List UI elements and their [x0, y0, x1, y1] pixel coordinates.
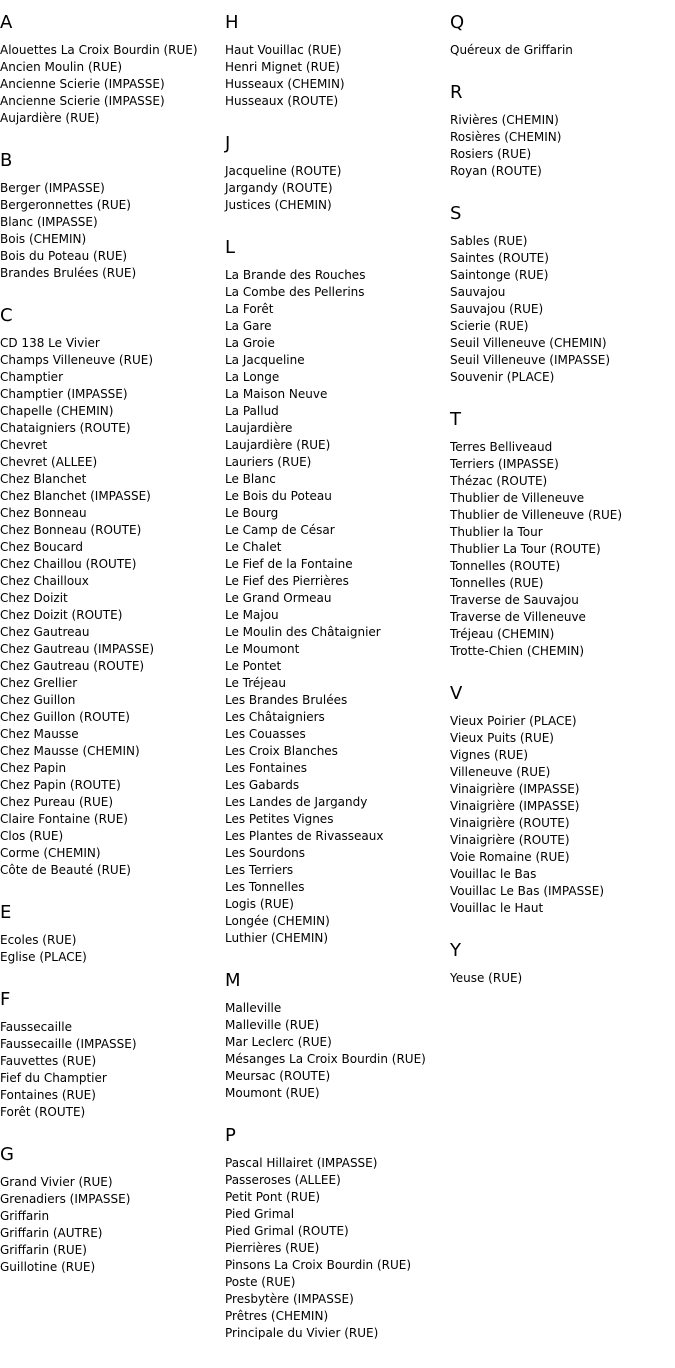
street-name: Les Petites Vignes — [225, 812, 334, 826]
street-name: Eglise (PLACE) — [0, 950, 87, 964]
section-letter-heading: R — [450, 82, 463, 103]
section-letter-heading: F — [0, 989, 11, 1010]
letter-section — [450, 203, 672, 386]
street-name: Luthier (CHEMIN) — [225, 931, 329, 945]
street-name: Sauvajou (RUE) — [450, 302, 544, 316]
street-name: Corme (CHEMIN) — [0, 846, 101, 860]
street-name: CD 138 Le Vivier — [0, 336, 100, 350]
street-name: Terres Belliveaud — [450, 440, 553, 454]
street-name: Ancienne Scierie (IMPASSE) — [0, 77, 165, 91]
section-letter-heading: V — [450, 683, 463, 704]
section-letter-heading: S — [450, 203, 462, 224]
street-name: Le Bourg — [225, 506, 279, 520]
street-name: Malleville (RUE) — [225, 1018, 320, 1032]
section-letter-heading: Y — [450, 940, 461, 961]
street-list — [0, 1019, 222, 1121]
section-letter-heading: A — [0, 12, 13, 33]
street-name: Thublier de Villeneuve — [450, 491, 585, 505]
letter-section — [0, 305, 222, 879]
street-name: Chez Papin (ROUTE) — [0, 778, 121, 792]
street-name: Chez Mausse — [0, 727, 79, 741]
street-name: Côte de Beauté (RUE) — [0, 863, 131, 877]
street-name: Les Landes de Jargandy — [225, 795, 368, 809]
street-name: La Maison Neuve — [225, 387, 328, 401]
letter-section — [0, 1144, 222, 1276]
street-name: Husseaux (CHEMIN) — [225, 77, 345, 91]
street-name: Trotte-Chien (CHEMIN) — [450, 644, 585, 658]
street-name: Le Moulin des Châtaignier — [225, 625, 381, 639]
street-name: Ancien Moulin (RUE) — [0, 60, 123, 74]
street-name: Voie Romaine (RUE) — [450, 850, 570, 864]
street-name: Les Tonnelles — [225, 880, 305, 894]
street-name: Grenadiers (IMPASSE) — [0, 1192, 131, 1206]
street-name: Fontaines (RUE) — [0, 1088, 96, 1102]
street-name: Les Terriers — [225, 863, 294, 877]
street-name: Champtier — [0, 370, 63, 384]
street-name: Fief du Champtier — [0, 1071, 107, 1085]
street-name: Longée (CHEMIN) — [225, 914, 330, 928]
street-name: Chez Guillon — [0, 693, 76, 707]
street-name: Petit Pont (RUE) — [225, 1190, 321, 1204]
street-name: Presbytère (IMPASSE) — [225, 1292, 354, 1306]
street-name: Griffarin (AUTRE) — [0, 1226, 103, 1240]
street-name: Scierie (RUE) — [450, 319, 529, 333]
letter-section — [0, 12, 222, 127]
letter-section — [225, 237, 447, 947]
letter-section — [450, 940, 672, 987]
street-name: La Combe des Pellerins — [225, 285, 365, 299]
street-name: Pascal Hillairet (IMPASSE) — [225, 1156, 378, 1170]
street-name: Le Grand Ormeau — [225, 591, 332, 605]
street-name: Le Majou — [225, 608, 279, 622]
street-name: La Brande des Rouches — [225, 268, 366, 282]
street-list — [225, 267, 447, 947]
street-name: Le Moumont — [225, 642, 300, 656]
street-list — [450, 713, 672, 917]
street-name: Haut Vouillac (RUE) — [225, 43, 342, 57]
street-name: Les Gabards — [225, 778, 300, 792]
street-name: Les Croix Blanches — [225, 744, 338, 758]
street-name: Vouillac le Haut — [450, 901, 544, 915]
street-name: Chevret — [0, 438, 48, 452]
street-name: Bois (CHEMIN) — [0, 232, 87, 246]
street-name: Griffarin (RUE) — [0, 1243, 87, 1257]
street-name: Tonnelles (RUE) — [450, 576, 544, 590]
street-name: Vinaigrière (ROUTE) — [450, 833, 570, 847]
street-list — [450, 233, 672, 386]
street-name: Chez Gautreau (IMPASSE) — [0, 642, 155, 656]
street-name: Passeroses (ALLEE) — [225, 1173, 341, 1187]
street-name: Malleville — [225, 1001, 282, 1015]
street-name: Jacqueline (ROUTE) — [225, 164, 342, 178]
street-name: Seuil Villeneuve (IMPASSE) — [450, 353, 611, 367]
street-name: Le Chalet — [225, 540, 282, 554]
street-name: Vieux Poirier (PLACE) — [450, 714, 577, 728]
letter-section — [450, 683, 672, 917]
street-name: Le Camp de César — [225, 523, 335, 537]
street-name: Les Fontaines — [225, 761, 307, 775]
street-name: Sauvajou — [450, 285, 506, 299]
street-name: La Forêt — [225, 302, 274, 316]
street-name: Chapelle (CHEMIN) — [0, 404, 114, 418]
street-name: Chez Chailloux — [0, 574, 89, 588]
street-list — [225, 163, 447, 214]
street-name: Saintes (ROUTE) — [450, 251, 549, 265]
street-list — [450, 42, 672, 59]
street-name: Faussecaille (IMPASSE) — [0, 1037, 137, 1051]
street-name: Thézac (ROUTE) — [450, 474, 548, 488]
street-list — [450, 439, 672, 660]
letter-section — [450, 409, 672, 660]
street-name: Chevret (ALLEE) — [0, 455, 98, 469]
street-list — [0, 932, 222, 966]
section-letter-heading: G — [0, 1144, 14, 1165]
street-name: Blanc (IMPASSE) — [0, 215, 98, 229]
street-name: Chataigniers (ROUTE) — [0, 421, 131, 435]
street-name: Mar Leclerc (RUE) — [225, 1035, 332, 1049]
street-list — [225, 1155, 447, 1342]
street-name: Griffarin — [0, 1209, 50, 1223]
street-list — [0, 1174, 222, 1276]
letter-section — [450, 82, 672, 180]
street-list — [225, 42, 447, 110]
street-name: Souvenir (PLACE) — [450, 370, 555, 384]
street-name: Laujardière — [225, 421, 293, 435]
street-name: La Jacqueline — [225, 353, 305, 367]
street-name: Vinaigrière (ROUTE) — [450, 816, 570, 830]
street-name: Jargandy (ROUTE) — [225, 181, 333, 195]
street-name: Berger (IMPASSE) — [0, 181, 105, 195]
street-name: Seuil Villeneuve (CHEMIN) — [450, 336, 607, 350]
street-name: Fauvettes (RUE) — [0, 1054, 97, 1068]
street-name: Les Plantes de Rivasseaux — [225, 829, 384, 843]
street-name: Guillotine (RUE) — [0, 1260, 96, 1274]
street-name: Chez Papin — [0, 761, 67, 775]
street-name: Henri Mignet (RUE) — [225, 60, 340, 74]
street-name: Ancienne Scierie (IMPASSE) — [0, 94, 165, 108]
street-name: Vieux Puits (RUE) — [450, 731, 554, 745]
street-name: Vignes (RUE) — [450, 748, 529, 762]
street-name: Sables (RUE) — [450, 234, 528, 248]
street-name: Vinaigrière (IMPASSE) — [450, 782, 580, 796]
street-name: Pied Grimal (ROUTE) — [225, 1224, 349, 1238]
section-letter-heading: T — [450, 409, 461, 430]
street-name: Saintonge (RUE) — [450, 268, 549, 282]
street-name: Le Bois du Poteau — [225, 489, 332, 503]
column-2 — [225, 0, 447, 1365]
street-name: Forêt (ROUTE) — [0, 1105, 86, 1119]
column-1 — [0, 0, 222, 1299]
street-name: Aujardière (RUE) — [0, 111, 100, 125]
street-name: Prêtres (CHEMIN) — [225, 1309, 329, 1323]
street-list — [0, 180, 222, 282]
street-name: Rosiers (RUE) — [450, 147, 532, 161]
street-name: Thublier de Villeneuve (RUE) — [450, 508, 623, 522]
street-name: Thublier la Tour — [450, 525, 543, 539]
street-name: Vouillac le Bas — [450, 867, 537, 881]
street-name: Ecoles (RUE) — [0, 933, 77, 947]
street-name: Chez Doizit (ROUTE) — [0, 608, 123, 622]
street-list — [0, 335, 222, 879]
street-name: Vouillac Le Bas (IMPASSE) — [450, 884, 605, 898]
letter-section — [0, 989, 222, 1121]
street-name: Vinaigrière (IMPASSE) — [450, 799, 580, 813]
street-list — [225, 1000, 447, 1102]
street-name: Rosières (CHEMIN) — [450, 130, 562, 144]
street-name: Yeuse (RUE) — [450, 971, 523, 985]
street-name: Le Pontet — [225, 659, 282, 673]
street-name: Pierrières (RUE) — [225, 1241, 320, 1255]
section-letter-heading: E — [0, 902, 12, 923]
street-name: Les Sourdons — [225, 846, 306, 860]
letter-section — [225, 12, 447, 110]
street-name: Chez Blanchet — [0, 472, 87, 486]
street-name: Le Fief de la Fontaine — [225, 557, 353, 571]
street-name: Le Blanc — [225, 472, 276, 486]
street-name: Chez Boucard — [0, 540, 83, 554]
column-3 — [450, 0, 672, 1010]
street-name: Chez Mausse (CHEMIN) — [0, 744, 140, 758]
street-list — [450, 970, 672, 987]
street-name: Brandes Brulées (RUE) — [0, 266, 137, 280]
street-name: Moumont (RUE) — [225, 1086, 320, 1100]
street-name: Le Fief des Pierrières — [225, 574, 349, 588]
street-name: Traverse de Sauvajou — [450, 593, 579, 607]
street-name: Le Tréjeau — [225, 676, 286, 690]
street-name: Laujardière (RUE) — [225, 438, 331, 452]
street-name: Meursac (ROUTE) — [225, 1069, 331, 1083]
street-name: La Pallud — [225, 404, 279, 418]
letter-section — [225, 1125, 447, 1342]
street-name: Chez Gautreau (ROUTE) — [0, 659, 145, 673]
street-name: Husseaux (ROUTE) — [225, 94, 339, 108]
street-name: Chez Grellier — [0, 676, 78, 690]
letter-section — [0, 150, 222, 282]
section-letter-heading: H — [225, 12, 239, 33]
letter-section — [450, 12, 672, 59]
street-name: Lauriers (RUE) — [225, 455, 312, 469]
street-name: Traverse de Villeneuve — [450, 610, 586, 624]
street-name: Chez Doizit — [0, 591, 68, 605]
section-letter-heading: M — [225, 970, 241, 991]
section-letter-heading: J — [225, 133, 231, 154]
street-name: Tonnelles (ROUTE) — [450, 559, 561, 573]
section-letter-heading: B — [0, 150, 13, 171]
street-name: Chez Chaillou (ROUTE) — [0, 557, 137, 571]
street-name: Thublier La Tour (ROUTE) — [450, 542, 601, 556]
street-name: La Groie — [225, 336, 275, 350]
street-name: Bergeronnettes (RUE) — [0, 198, 131, 212]
street-name: Les Couasses — [225, 727, 306, 741]
street-name: Mésanges La Croix Bourdin (RUE) — [225, 1052, 426, 1066]
street-name: Faussecaille — [0, 1020, 72, 1034]
street-name: Chez Gautreau — [0, 625, 90, 639]
street-list — [450, 112, 672, 180]
street-name: Villeneuve (RUE) — [450, 765, 551, 779]
letter-section — [225, 133, 447, 214]
street-name: Poste (RUE) — [225, 1275, 296, 1289]
street-name: La Gare — [225, 319, 272, 333]
street-name: Tréjeau (CHEMIN) — [450, 627, 555, 641]
street-name: Chez Bonneau — [0, 506, 87, 520]
street-name: Grand Vivier (RUE) — [0, 1175, 113, 1189]
street-name: Principale du Vivier (RUE) — [225, 1326, 379, 1340]
street-name: Chez Pureau (RUE) — [0, 795, 114, 809]
letter-section — [0, 902, 222, 966]
section-letter-heading: C — [0, 305, 13, 326]
street-name: Rivières (CHEMIN) — [450, 113, 559, 127]
street-name: Champtier (IMPASSE) — [0, 387, 128, 401]
street-name: Chez Bonneau (ROUTE) — [0, 523, 142, 537]
street-name: Champs Villeneuve (RUE) — [0, 353, 153, 367]
street-name: Alouettes La Croix Bourdin (RUE) — [0, 43, 198, 57]
street-name: Royan (ROUTE) — [450, 164, 542, 178]
street-name: Logis (RUE) — [225, 897, 294, 911]
street-name: Claire Fontaine (RUE) — [0, 812, 128, 826]
street-name: Pied Grimal — [225, 1207, 295, 1221]
section-letter-heading: L — [225, 237, 236, 258]
street-name: Bois du Poteau (RUE) — [0, 249, 128, 263]
street-name: Terriers (IMPASSE) — [450, 457, 559, 471]
letter-section — [225, 970, 447, 1102]
street-name: Les Brandes Brulées — [225, 693, 348, 707]
street-name: Justices (CHEMIN) — [225, 198, 332, 212]
street-name: Quéreux de Griffarin — [450, 43, 573, 57]
street-name: Pinsons La Croix Bourdin (RUE) — [225, 1258, 412, 1272]
section-letter-heading: Q — [450, 12, 465, 33]
street-list — [0, 42, 222, 127]
street-name: Clos (RUE) — [0, 829, 64, 843]
section-letter-heading: P — [225, 1125, 236, 1146]
street-name: La Longe — [225, 370, 280, 384]
street-name: Chez Blanchet (IMPASSE) — [0, 489, 151, 503]
street-name: Chez Guillon (ROUTE) — [0, 710, 130, 724]
street-name: Les Châtaigniers — [225, 710, 325, 724]
